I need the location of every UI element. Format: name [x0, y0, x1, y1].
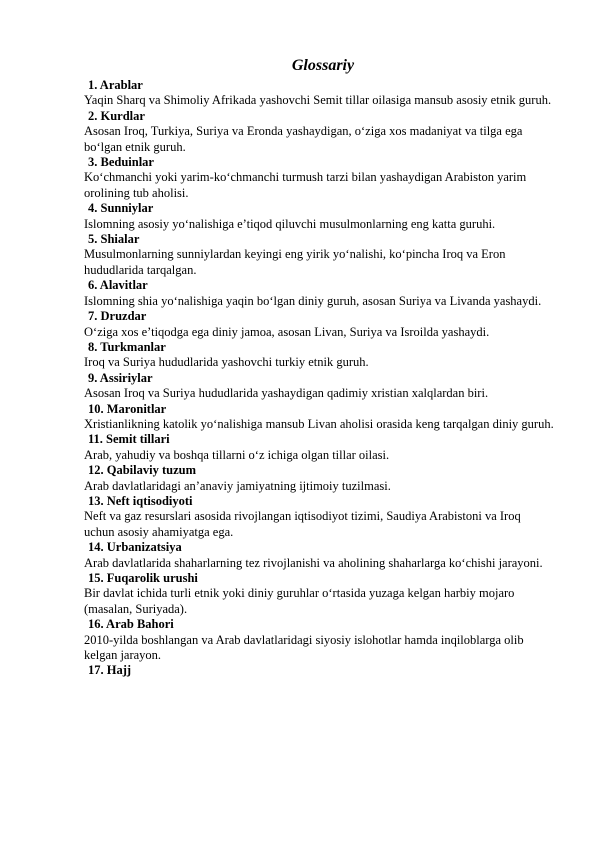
glossary-term: 4. Sunniylar: [88, 201, 154, 216]
glossary-term: 11. Semit tillari: [88, 432, 170, 447]
glossary-entry: [84, 109, 554, 155]
glossary-definition: Xristianlikning katolik yo‘nalishiga mansub Livan aholisi orasida keng tarqalgan diniy guruh.: [84, 416, 554, 431]
glossary-definition: Bir davlat ichida turli etnik yoki diniy guruhlar o‘rtasida yuzaga kelgan harbiy mojaro (masalan, Suriyada).: [84, 586, 515, 616]
glossary-entry: [84, 371, 554, 402]
glossary-entry: [84, 201, 554, 232]
glossary-entry: [84, 540, 554, 571]
glossary-term: 17. Hajj: [88, 663, 132, 678]
glossary-definition: Islomning shia yo‘nalishiga yaqin bo‘lgan diniy guruh, asosan Suriya va Livanda yashaydi.: [84, 293, 542, 308]
glossary-term: 14. Urbanizatsiya: [88, 540, 182, 555]
glossary-entry: [84, 402, 554, 433]
glossary-entry: [84, 232, 554, 278]
glossary-definition: Musulmonlarning sunniylardan keyingi eng yirik yo‘nalishi, ko‘pincha Iroq va Eron hududlarida tarqalgan.: [84, 247, 506, 277]
glossary-term: 7. Druzdar: [88, 309, 147, 324]
glossary-definition: Ko‘chmanchi yoki yarim-ko‘chmanchi turmush tarzi bilan yashaydigan Arabiston yarim orolining tub aholisi.: [84, 170, 527, 200]
glossary-definition: Arab davlatlaridagi an’anaviy jamiyatning ijtimoiy tuzilmasi.: [84, 478, 391, 493]
glossary-term: 3. Beduinlar: [88, 155, 154, 170]
glossary-definition: Arab davlatlarida shaharlarning tez rivojlanishi va aholining shaharlarga ko‘chishi jarayoni.: [84, 555, 543, 570]
glossary-definition: Yaqin Sharq va Shimoliy Afrikada yashovchi Semit tillar oilasiga mansub asosiy etnik guruh.: [84, 93, 552, 108]
glossary-entry: [84, 340, 554, 371]
glossary-definition: Asosan Iroq, Turkiya, Suriya va Eronda yashaydigan, o‘ziga xos madaniyat va tilga ega bo‘lgan etnik guruh.: [84, 124, 523, 154]
glossary-entry: [84, 155, 554, 201]
glossary-definition: Iroq va Suriya hududlarida yashovchi turkiy etnik guruh.: [84, 355, 369, 370]
glossary-term: 10. Maronitlar: [88, 401, 167, 416]
glossary-definition: O‘ziga xos e’tiqodga ega diniy jamoa, asosan Livan, Suriya va Isroilda yashaydi.: [84, 324, 490, 339]
glossary-list: [84, 78, 554, 679]
glossary-definition: Asosan Iroq va Suriya hududlarida yashaydigan qadimiy xristian xalqlardan biri.: [84, 386, 489, 401]
glossary-entry: [84, 278, 554, 309]
glossary-entry: [84, 78, 554, 109]
glossary-term: 1. Arablar: [88, 78, 143, 92]
glossary-term: 15. Fuqarolik urushi: [88, 571, 198, 585]
glossary-entry: [84, 617, 554, 663]
glossary-term: 6. Alavitlar: [88, 278, 148, 293]
glossary-entry: [84, 663, 554, 678]
glossary-term: 8. Turkmanlar: [88, 339, 166, 354]
glossary-definition: Islomning asosiy yo‘nalishiga e’tiqod qiluvchi musulmonlarning eng katta guruhi.: [84, 216, 496, 231]
glossary-term: 12. Qabilaviy tuzum: [88, 463, 196, 478]
glossary-definition: Neft va gaz resurslari asosida rivojlangan iqtisodiyot tizimi, Saudiya Arabistoni va Iroq uchun asosiy ahamiyatga ega.: [84, 509, 521, 539]
glossary-term: 13. Neft iqtisodiyoti: [88, 493, 193, 508]
glossary-entry: [84, 309, 554, 340]
glossary-entry: [84, 494, 554, 540]
glossary-entry: [84, 463, 554, 494]
glossary-page: [84, 56, 554, 679]
glossary-term: 16. Arab Bahori: [88, 617, 174, 632]
glossary-term: 5. Shialar: [88, 232, 140, 247]
glossary-term: 2. Kurdlar: [88, 108, 145, 123]
glossary-entry: [84, 432, 554, 463]
glossary-entry: [84, 571, 554, 617]
glossary-definition: 2010-yilda boshlangan va Arab davlatlaridagi siyosiy islohotlar hamda inqiloblarga olib kelgan jarayon.: [84, 632, 524, 663]
glossary-term: 9. Assiriylar: [88, 370, 153, 385]
page-title: Glossariy: [291, 57, 355, 74]
glossary-definition: Arab, yahudiy va boshqa tillarni o‘z ichiga olgan tillar oilasi.: [84, 447, 390, 462]
